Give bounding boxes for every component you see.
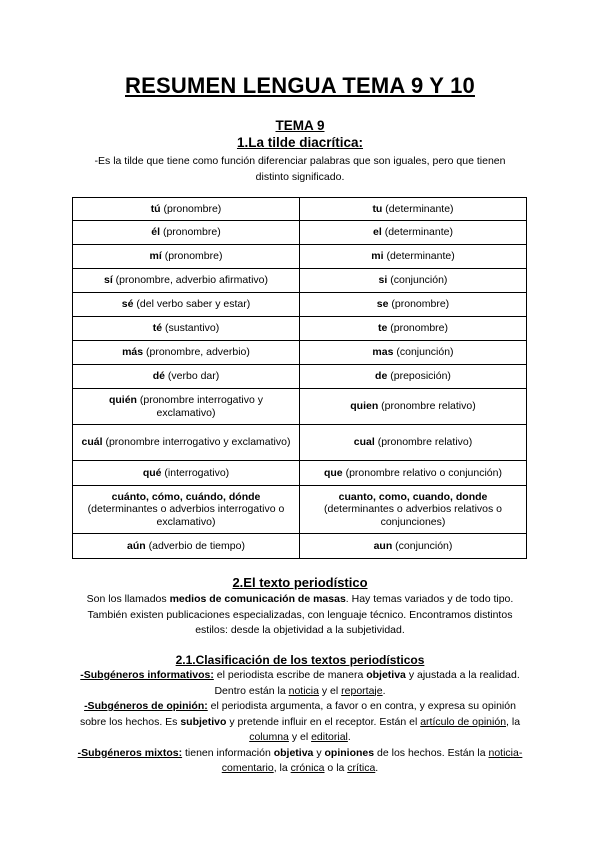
table-cell-accented: él (pronombre) [73, 221, 300, 245]
section-periodistico-paragraph: Son los llamados medios de comunicación de masas. Hay temas variados y de todo tipo. También existen publicaciones especializadas, con lenguaje técnico. Encontramos distintos estilos: desde la objetividad a la subjetividad. [86, 593, 514, 636]
table-cell-accented: sé (del verbo saber y estar) [73, 293, 300, 317]
subgenero-mixto: -Subgéneros mixtos: tienen información objetiva y opiniones de los hechos. Están la noticia-comentario, la crónica o la crítica. [77, 746, 523, 774]
table-cell-accented: cuál (pronombre interrogativo y exclamativo) [73, 425, 300, 461]
table-row [73, 293, 527, 317]
subgeneros-list [70, 668, 530, 777]
table-cell-plain: te (pronombre) [300, 317, 527, 341]
table-cell-accented: té (sustantivo) [73, 317, 300, 341]
table-cell-plain: cual (pronombre relativo) [300, 425, 527, 461]
table-row [73, 245, 527, 269]
subgenero-opinion: -Subgéneros de opinión: el periodista argumenta, a favor o en contra, y expresa su opinión sobre los hechos. Es subjetivo y pretende influir en el receptor. Están el artículo de opinión, la columna y el editorial. [79, 700, 521, 743]
table-cell-accented: tú (pronombre) [73, 198, 300, 221]
subgenero-informativo: -Subgéneros informativos: el periodista escribe de manera objetiva y ajustada a la realidad. Dentro están la noticia y el reportaje. [80, 669, 520, 697]
table-cell-accented: sí (pronombre, adverbio afirmativo) [73, 269, 300, 293]
table-cell-plain: de (preposición) [300, 365, 527, 389]
table-cell-plain: tu (determinante) [300, 198, 527, 221]
table-row [73, 425, 527, 461]
table-cell-plain: el (determinante) [300, 221, 527, 245]
table-cell-plain: si (conjunción) [300, 269, 527, 293]
table-row [73, 389, 527, 425]
table-row [73, 198, 527, 221]
section-clasificacion-heading: 2.1.Clasificación de los textos periodísticos [175, 653, 425, 667]
tema-heading: TEMA 9 [275, 118, 325, 133]
table-cell-plain: cuanto, como, cuando, donde (determinantes o adverbios relativos o conjunciones) [300, 486, 527, 534]
table-cell-plain: mas (conjunción) [300, 341, 527, 365]
tilde-table [72, 197, 527, 559]
table-row [73, 221, 527, 245]
section-tilde-intro: -Es la tilde que tiene como función diferenciar palabras que son iguales, pero que tienen distinto significado. [94, 155, 506, 183]
table-cell-accented: qué (interrogativo) [73, 461, 300, 486]
document-title: RESUMEN LENGUA TEMA 9 Y 10 [125, 73, 475, 98]
table-cell-plain: que (pronombre relativo o conjunción) [300, 461, 527, 486]
table-cell-accented: mí (pronombre) [73, 245, 300, 269]
table-cell-accented: aún (adverbio de tiempo) [73, 534, 300, 559]
table-cell-plain: mi (determinante) [300, 245, 527, 269]
table-row [73, 365, 527, 389]
table-row [73, 269, 527, 293]
table-row [73, 317, 527, 341]
section-tilde-heading: 1.La tilde diacrítica: [236, 135, 364, 150]
table-cell-accented: cuánto, cómo, cuándo, dónde (determinantes o adverbios interrogativo o exclamativo) [73, 486, 300, 534]
table-cell-accented: dé (verbo dar) [73, 365, 300, 389]
table-cell-accented: quién (pronombre interrogativo y exclamativo) [73, 389, 300, 425]
table-row [73, 461, 527, 486]
table-row [73, 341, 527, 365]
table-cell-plain: quien (pronombre relativo) [300, 389, 527, 425]
table-row [73, 486, 527, 534]
table-cell-plain: aun (conjunción) [300, 534, 527, 559]
table-cell-plain: se (pronombre) [300, 293, 527, 317]
table-row [73, 534, 527, 559]
section-periodistico-heading: 2.El texto periodístico [232, 575, 368, 590]
table-cell-accented: más (pronombre, adverbio) [73, 341, 300, 365]
